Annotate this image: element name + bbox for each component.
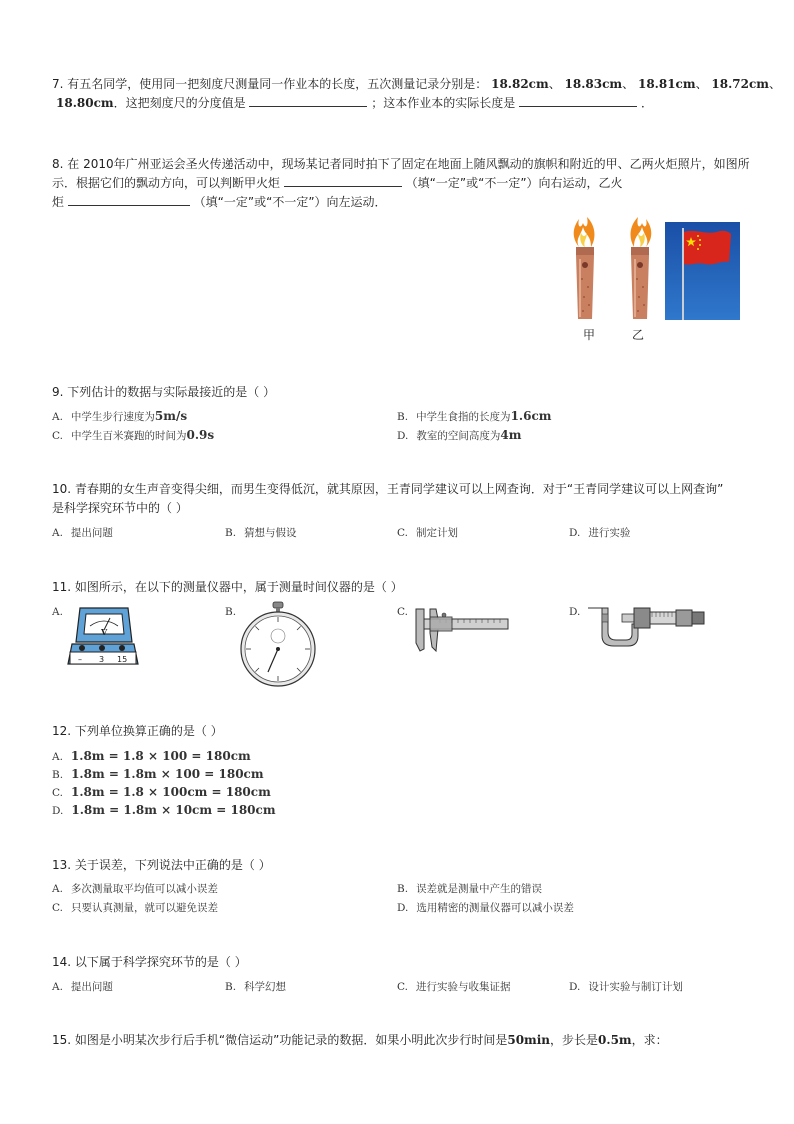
question-10-line-2: 是科学探究环节中的（ ） [52, 501, 188, 515]
question-7 [52, 75, 782, 113]
q11-option-a-label[interactable]: A. [52, 606, 63, 618]
measurement-3: 18.81cm [637, 77, 696, 91]
answer-blank-division[interactable] [249, 94, 367, 107]
torch-jia-image [565, 213, 605, 323]
q13-option-b[interactable]: B. 误差就是测量中产生的错误 [397, 883, 543, 895]
voltmeter-15-label: 15 [117, 655, 128, 664]
walk-time: 50min [507, 1033, 551, 1047]
q10-option-c[interactable]: C. 制定计划 [397, 527, 458, 539]
q13-option-d[interactable]: D. 选用精密的测量仪器可以减小误差 [397, 902, 574, 914]
question-12-stem: 12. 下列单位换算正确的是（ ） [52, 724, 223, 738]
q14-option-a[interactable]: A. 提出问题 [52, 981, 113, 993]
measurement-5: 18.80cm [56, 96, 114, 110]
q12-option-c[interactable]: C. 1.8m = 1.8 × 100cm = 180cm [52, 785, 271, 799]
q9-option-b[interactable]: B. 中学生食指的长度为1.6cm [397, 409, 552, 423]
q14-option-c[interactable]: C. 进行实验与收集证据 [397, 981, 511, 993]
q9-option-c[interactable]: C. 中学生百米赛跑的时间为0.9s [52, 428, 215, 442]
flag-image [665, 222, 740, 320]
stopwatch-icon[interactable] [238, 600, 318, 688]
question-8-line-2: 示．根据它们的飘动方向，可以判断甲火炬 （填“一定”或“不一定”）向右运动，乙火 [52, 176, 623, 190]
q12-option-a[interactable]: A. 1.8m = 1.8 × 100 = 180cm [52, 749, 251, 763]
question-7-line-1: 7. 有五名同学，使用同一把刻度尺测量同一作业本的长度，五次测量记录分别是： 18.82cm、 18.83cm、 18.81cm、 18.72cm、 [52, 77, 782, 91]
answer-blank-torch-yi[interactable] [68, 193, 190, 206]
answer-blank-length[interactable] [519, 94, 637, 107]
voltmeter-minus-label: – [78, 655, 82, 664]
question-10-line-1: 10. 青春期的女生声音变得尖细，而男生变得低沉，就其原因，王青同学建议可以上网查询．对于“王青同学建议可以上网查询” [52, 482, 724, 496]
q11-option-c-label[interactable]: C. [397, 606, 408, 618]
q12-option-d[interactable]: D. 1.8m = 1.8m × 10cm = 180cm [52, 803, 276, 817]
q12-option-b[interactable]: B. 1.8m = 1.8m × 100 = 180cm [52, 767, 264, 781]
q9-option-d[interactable]: D. 教室的空间高度为4m [397, 428, 522, 442]
q13-option-a[interactable]: A. 多次测量取平均值可以减小误差 [52, 883, 218, 895]
q11-option-b-label[interactable]: B. [225, 606, 237, 618]
q10-option-a[interactable]: A. 提出问题 [52, 527, 113, 539]
q10-option-d[interactable]: D. 进行实验 [569, 527, 631, 539]
question-9-stem: 9. 下列估计的数据与实际最接近的是（ ） [52, 385, 276, 399]
step-length: 0.5m [598, 1033, 632, 1047]
measurement-2: 18.83cm [564, 77, 623, 91]
micrometer-icon[interactable] [582, 600, 710, 650]
torch-yi-image [620, 213, 660, 323]
voltmeter-v-label: V [101, 627, 108, 637]
q9-option-a[interactable]: A. 中学生步行速度为5m/s [52, 409, 188, 423]
vernier-caliper-icon[interactable] [410, 603, 510, 653]
question-8 [52, 155, 752, 212]
q10-option-b[interactable]: B. 猜想与假设 [225, 527, 297, 539]
question-7-line-2: 18.80cm．这把刻度尺的分度值是 ；这本作业本的实际长度是 ． [56, 96, 653, 110]
question-13-stem: 13. 关于误差，下列说法中正确的是（ ） [52, 858, 271, 872]
torch-jia-label: 甲 [583, 328, 596, 342]
voltmeter-icon[interactable] [66, 604, 140, 668]
measurement-4: 18.72cm [711, 77, 770, 91]
question-15: 15. 如图是小明某次步行后手机“微信运动”功能记录的数据．如果小明此次步行时间是50min，步长是0.5m，求： [52, 1033, 668, 1047]
question-8-line-1: 8. 在 2010年广州亚运会圣火传递活动中，现场某记者同时拍下了固定在地面上随风飘动的旗帜和附近的甲、乙两火炬照片，如图所 [52, 157, 750, 171]
question-14-stem: 14. 以下属于科学探究环节的是（ ） [52, 955, 247, 969]
question-11-stem: 11. 如图所示，在以下的测量仪器中，属于测量时间仪器的是（ ） [52, 580, 403, 594]
torch-yi-label: 乙 [632, 328, 645, 342]
q14-option-b[interactable]: B. 科学幻想 [225, 981, 287, 993]
q13-option-c[interactable]: C. 只要认真测量，就可以避免误差 [52, 902, 218, 914]
question-10 [52, 480, 762, 518]
question-8-line-3: 炬 （填“一定”或“不一定”）向左运动． [52, 195, 387, 209]
q11-option-d-label[interactable]: D. [569, 606, 581, 618]
q14-option-d[interactable]: D. 设计实验与制订计划 [569, 981, 683, 993]
measurement-1: 18.82cm [491, 77, 549, 91]
answer-blank-torch-jia[interactable] [284, 174, 402, 187]
voltmeter-3-label: 3 [99, 655, 105, 664]
